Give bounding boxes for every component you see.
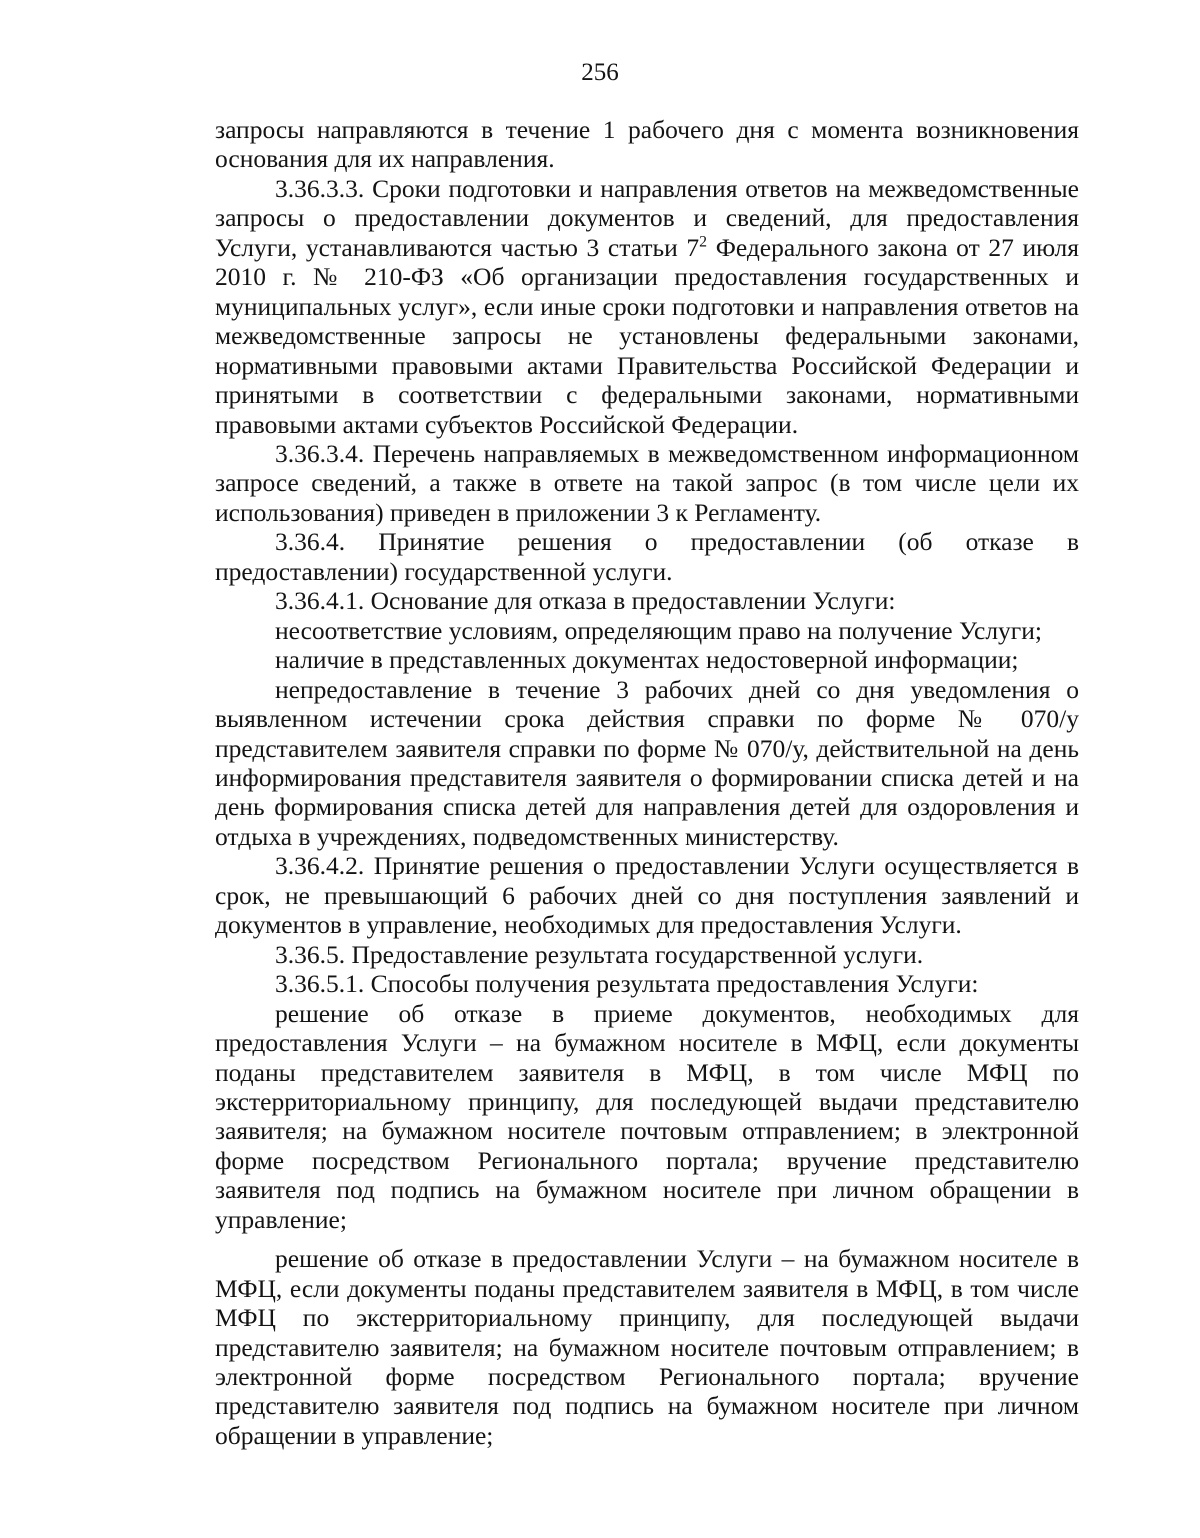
page-number: 256 bbox=[581, 59, 619, 86]
refusal-reason-1: несоответствие условиям, определяющим право на получение Услуги; bbox=[275, 615, 1042, 645]
paragraph-3-36-3-4: 3.36.3.4. Перечень направляемых в межведомственном информационном запросе сведений, а также в ответе на такой запрос (в том числе цели их использования) приведен в приложении 3 к Регламенту. bbox=[215, 438, 1079, 527]
paragraph-3-36-4: 3.36.4. Принятие решения о предоставлении (об отказе в предоставлении) государственной услуги. bbox=[215, 527, 1079, 586]
paragraph-3-36-3-3 bbox=[215, 174, 1079, 439]
paragraph-3-36-3-3-text: 3.36.3.3. Сроки подготовки и направления ответов на межведомственные запросы о предоставлении документов и сведений, для предоставления Услуги, устанавливаются частью 3 статьи 7 bbox=[215, 173, 1079, 262]
refusal-reason-3: непредоставление в течение 3 рабочих дней со дня уведомления о выявленном истечении срока действия справки по форме № 070/у представителем заявителя справки по форме № 070/у, действительной на день информирования представителя заявителя о формировании списка детей и на день формирования списка детей для направления детей для оздоровления и отдыха в учреждениях, подведомственных министерству. bbox=[215, 674, 1079, 851]
paragraph-3-36-4-1: 3.36.4.1. Основание для отказа в предоставлении Услуги: bbox=[275, 586, 896, 616]
paragraph-3-36-5-1: 3.36.5.1. Способы получения результата предоставления Услуги: bbox=[275, 969, 979, 999]
result-method-2: решение об отказе в предоставлении Услуги – на бумажном носителе в МФЦ, если документы поданы представителем заявителя в МФЦ, в том числе МФЦ по экстерриториальному принципу, для последующей выдачи представителю заявителя; на бумажном носителе почтовым отправлением; в электронной форме посредством Регионального портала; вручение представителю заявителя под подпись на бумажном носителе при личном обращении в управление; bbox=[215, 1244, 1079, 1450]
result-method-1: решение об отказе в приеме документов, необходимых для предоставления Услуги – на бумажном носителе в МФЦ, если документы поданы представителем заявителя в МФЦ, в том числе МФЦ по экстерриториальному принципу, для последующей выдачи представителю заявителя; на бумажном носителе почтовым отправлением; в электронной форме посредством Регионального портала; вручение представителю заявителя под подпись на бумажном носителе при личном обращении в управление; bbox=[215, 998, 1079, 1234]
paragraph-3-36-4-2: 3.36.4.2. Принятие решения о предоставлении Услуги осуществляется в срок, не превышающий 6 рабочих дней со дня поступления заявлений и документов в управление, необходимых для предоставления Услуги. bbox=[215, 851, 1079, 940]
document-body bbox=[215, 115, 1079, 1450]
paragraph-continuation: запросы направляются в течение 1 рабочего дня с момента возникновения основания для их направления. bbox=[215, 115, 1079, 174]
paragraph-3-36-3-3-text-cont: Федерального закона от 27 июля 2010 г. № 210-ФЗ «Об организации предоставления государственных и муниципальных услуг», если иные сроки подготовки и направления ответов на межведомственные запросы не установлены федеральными законами, нормативными правовыми актами Правительства Российской Федерации и принятыми в соответствии с федеральными законами, нормативными правовыми актами субъектов Российской Федерации. bbox=[215, 232, 1079, 439]
paragraph-3-36-5: 3.36.5. Предоставление результата государственной услуги. bbox=[275, 939, 924, 969]
refusal-reason-2: наличие в представленных документах недостоверной информации; bbox=[275, 645, 1019, 675]
article-superscript: 2 bbox=[699, 233, 708, 251]
